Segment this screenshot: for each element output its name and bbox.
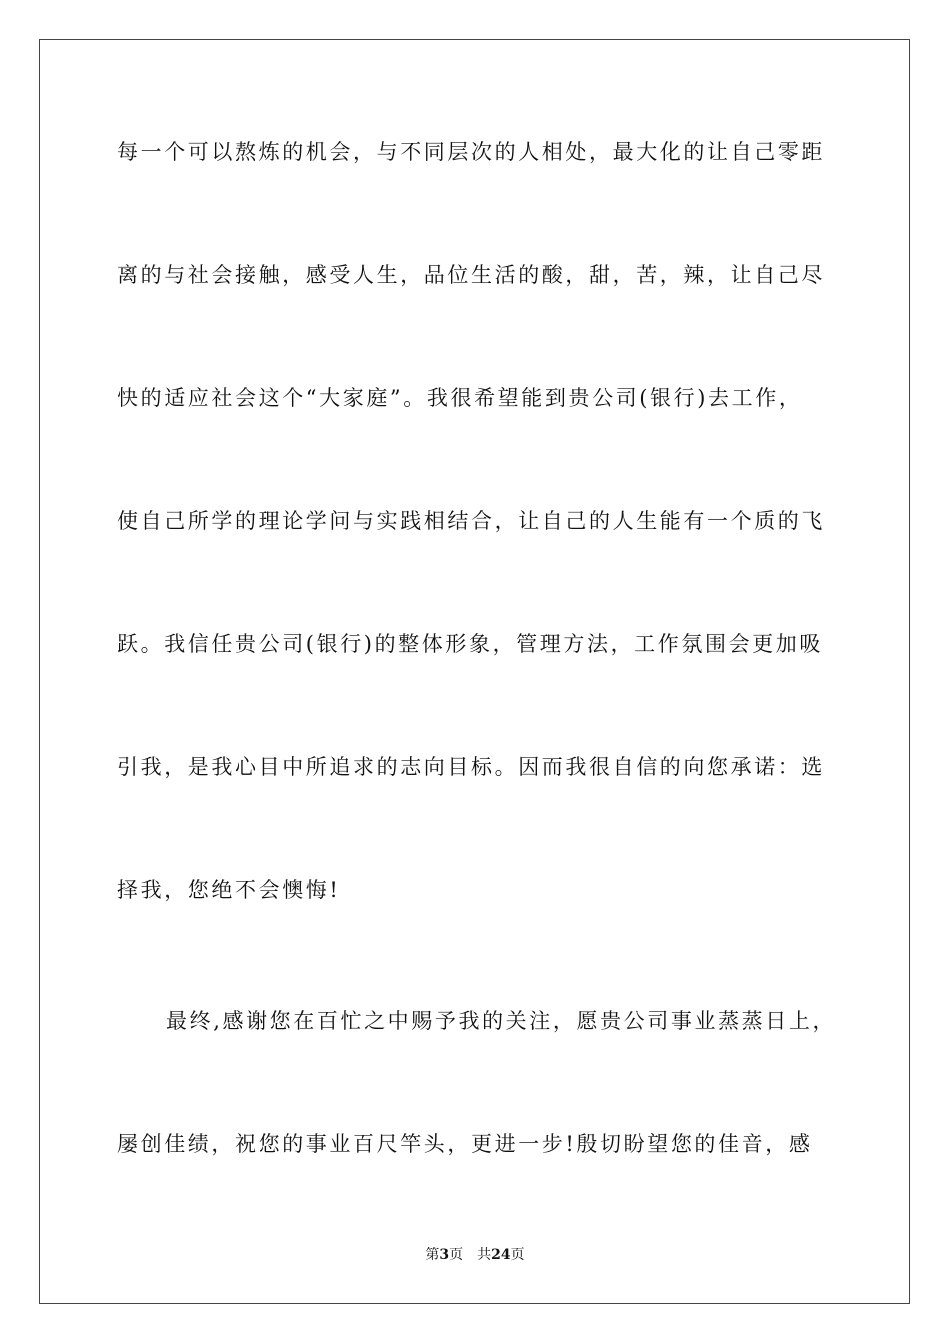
footer-total-prefix: 共 <box>477 1247 492 1263</box>
body-line-2: 离的与社会接触，感受人生，品位生活的酸，甜，苦，辣，让自己尽 <box>117 263 825 287</box>
body-line-4: 使自己所学的理论学问与实践相结合，让自己的人生能有一个质的飞 <box>117 509 825 533</box>
body-line-5: 跃。我信任贵公司(银行)的整体形象，管理方法，工作氛围会更加吸 <box>117 632 823 656</box>
footer-total-pages: 24 <box>491 1247 511 1263</box>
body-line-1: 每一个可以熬炼的机会，与不同层次的人相处，最大化的让自己零距 <box>117 140 825 164</box>
body-line-3: 快的适应社会这个“大家庭”。我很希望能到贵公司(银行)去工作， <box>117 386 803 410</box>
footer-page-prefix: 第 <box>425 1247 440 1263</box>
body-line-8: 最终,感谢您在百忙之中赐予我的关注，愿贵公司事业蒸蒸日上， <box>166 1009 837 1033</box>
body-line-7: 择我，您绝不会懊悔! <box>117 878 341 902</box>
footer-page-suffix: 页 <box>449 1247 464 1263</box>
body-line-6: 引我，是我心目中所追求的志向目标。因而我很自信的向您承诺：选 <box>117 755 825 779</box>
body-line-9: 屡创佳绩，祝您的事业百尺竿头，更进一步!殷切盼望您的佳音，感 <box>117 1132 813 1156</box>
page-footer <box>0 1245 950 1265</box>
page-border <box>39 39 910 1304</box>
footer-page-number: 3 <box>439 1247 450 1263</box>
footer-total-suffix: 页 <box>510 1247 525 1263</box>
